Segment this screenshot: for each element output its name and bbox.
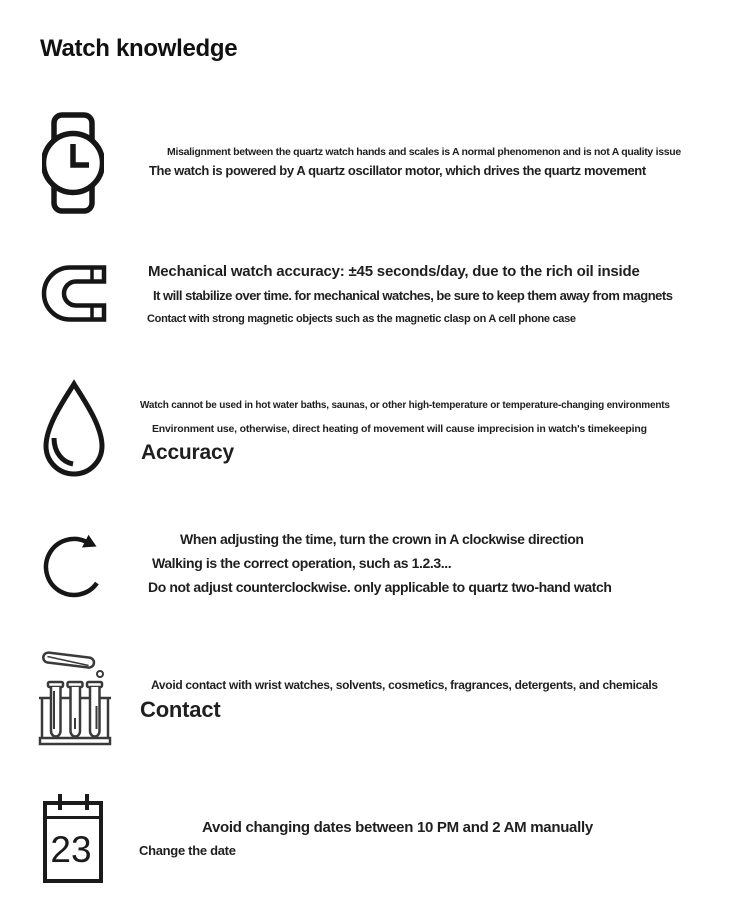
date-note-avoid: Avoid changing dates between 10 PM and 2 AM manually	[202, 819, 593, 836]
magnet-note-accuracy: Mechanical watch accuracy: ±45 seconds/day, due to the rich oil inside	[148, 263, 640, 280]
wristwatch-icon	[42, 112, 104, 215]
magnet-note-contact: Contact with strong magnetic objects such as the magnetic clasp on A cell phone case	[147, 313, 576, 325]
magnet-icon	[40, 264, 107, 323]
date-note-change: Change the date	[139, 843, 236, 858]
water-drop-icon	[39, 379, 109, 480]
crown-note-clockwise: When adjusting the time, turn the crown in A clockwise direction	[180, 531, 584, 547]
calendar-day-number: 23	[50, 829, 92, 870]
quartz-note-small: Misalignment between the quartz watch hands and scales is A normal phenomenon and is not A quality issue	[167, 146, 681, 158]
temperature-note-baths: Watch cannot be used in hot water baths, saunas, or other high-temperature or temperature-changing environments	[140, 400, 670, 411]
magnet-note-stabilize: It will stabilize over time. for mechanical watches, be sure to keep them away from magnets	[153, 288, 673, 303]
crown-note-counterclockwise: Do not adjust counterclockwise. only applicable to quartz two-hand watch	[148, 579, 612, 595]
test-tubes-icon	[36, 646, 114, 746]
contact-heading: Contact	[140, 697, 221, 722]
clockwise-arrow-icon	[41, 525, 105, 607]
accuracy-heading: Accuracy	[141, 441, 234, 464]
temperature-note-environment: Environment use, otherwise, direct heating of movement will cause imprecision in watch's timekeeping	[152, 423, 647, 435]
calendar-icon	[41, 792, 105, 885]
quartz-note-main: The watch is powered by A quartz oscillator motor, which drives the quartz movement	[149, 163, 646, 178]
chemicals-note-avoid: Avoid contact with wrist watches, solvents, cosmetics, fragrances, detergents, and chemicals	[151, 678, 658, 692]
crown-note-walking: Walking is the correct operation, such as 1.2.3...	[152, 555, 452, 571]
page-title: Watch knowledge	[40, 35, 238, 62]
